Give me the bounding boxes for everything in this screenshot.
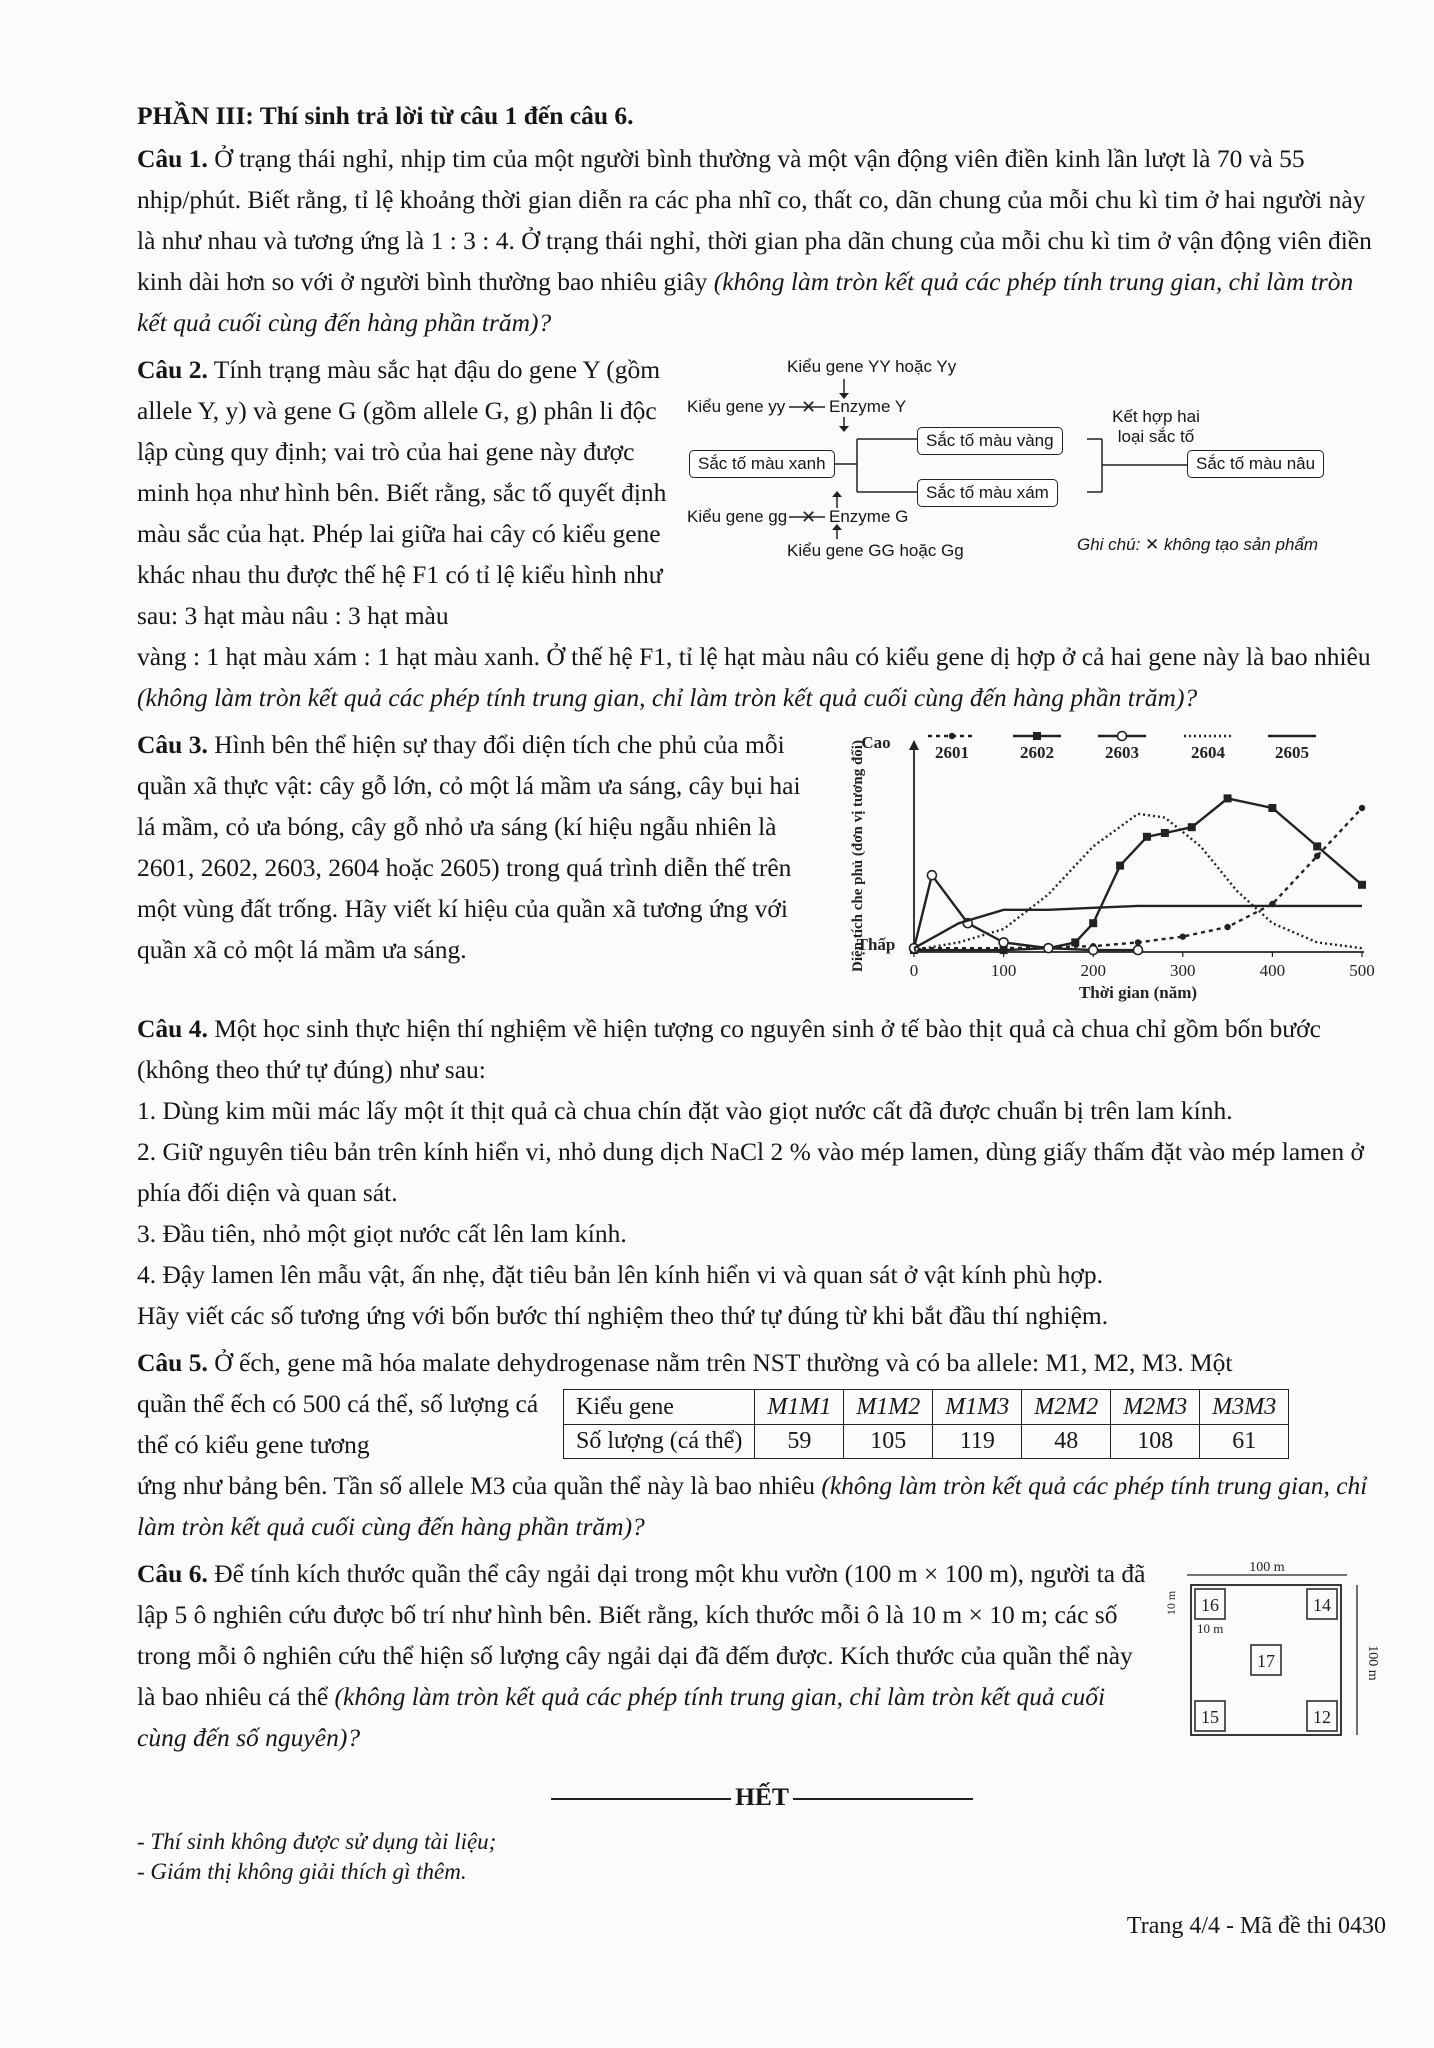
succession-chart-svg (822, 724, 1382, 1002)
genotype-cell: M3M3 (1200, 1390, 1289, 1425)
question-2-note: (không làm tròn kết quả các phép tính trung gian, chỉ làm tròn kết quả cuối cùng đến hàng phần trăm)? (137, 683, 1198, 712)
genotype-table (563, 1389, 1289, 1459)
question-1-text: Ở trạng thái nghỉ, nhịp tim của một người bình thường và một vận động viên điền kinh lần lượt là 70 và 55 nhịp/phút. Biết rằng, tỉ lệ khoảng thời gian diễn ra các pha nhĩ co, thất co, dãn chung của mỗi chu kì tim ở hai người này là như nhau và tương ứng là 1 : 3 : 4. Ở trạng thái nghỉ, thời gian pha dãn chung của mỗi chu kì tim ở vận động viên điền kinh dài hơn so với ở người bình thường bao nhiêu giây (137, 144, 1372, 296)
count-cell: 48 (1022, 1424, 1111, 1459)
combine-label: Kết hợp hai loại sắc tố (1112, 407, 1200, 446)
question-5-label: Câu 5. (137, 1348, 208, 1377)
legend-marker (949, 733, 955, 739)
x-tick-label: 400 (1259, 961, 1286, 980)
x-tick-label: 500 (1349, 961, 1375, 980)
series-line-2601 (914, 808, 1362, 948)
enzyme-g-label: Enzyme G (829, 507, 909, 526)
genotype-gg-dominant-label: Kiểu gene GG hoặc Gg (787, 541, 964, 560)
pigment-brown-box: Sắc tố màu nâu (1187, 450, 1324, 478)
count-cell: 105 (844, 1424, 933, 1459)
question-4 (137, 1008, 1387, 1336)
legend-label-2601: 2601 (935, 743, 969, 762)
question-4-step-4: 4. Đậy lamen lên mẫu vật, ấn nhẹ, đặt tiêu bản lên kính hiển vi và quan sát ở vật kính phù hợp. (137, 1260, 1103, 1289)
data-point (1359, 805, 1365, 811)
question-2-text-left: Câu 2. Tính trạng màu sắc hạt đậu do gene Y (gồm allele Y, y) và gene G (gồm allele G, g) phân li độc lập cùng quy định; vai trò của hai gene này được minh họa như hình bên. Biết rằng, sắc tố quyết định màu sắc của hạt. Phép lai giữa hai cây có kiểu gene khác nhau thu được thế hệ F1 có tỉ lệ kiểu hình như sau: 3 hạt màu nâu : 3 hạt màu (137, 355, 667, 630)
genotype-cell: M1M2 (844, 1390, 933, 1425)
genotype-cell: M1M3 (933, 1390, 1022, 1425)
question-6-note: (không làm tròn kết quả các phép tính trung gian, chỉ làm tròn kết quả cuối cùng đến số nguyên)? (137, 1682, 1106, 1752)
svg-text:✕: ✕ (801, 397, 817, 418)
data-point (1224, 924, 1230, 930)
x-tick-label: 100 (990, 961, 1017, 980)
plot-count: 14 (1313, 1595, 1331, 1615)
question-1-label: Câu 1. (137, 144, 208, 173)
question-6 (137, 1553, 1387, 1758)
question-5-note: (không làm tròn kết quả các phép tính trung gian, chỉ làm tròn kết quả cuối cùng đến hàng phần trăm)? (137, 1471, 1368, 1541)
question-5 (137, 1383, 1387, 1465)
data-point (1116, 862, 1124, 870)
enzyme-y-label: Enzyme Y (829, 397, 907, 416)
count-cell: 108 (1111, 1424, 1200, 1459)
data-point (1044, 944, 1053, 953)
genotype-cell: M2M3 (1111, 1390, 1200, 1425)
pigment-grey-box: Sắc tố màu xám (917, 479, 1058, 507)
svg-text:✕: ✕ (801, 507, 817, 528)
genotype-header-row (564, 1390, 1289, 1425)
pigment-yellow-box: Sắc tố màu vàng (917, 427, 1063, 455)
plot-side-right: 100 m (1365, 1645, 1380, 1681)
question-1 (137, 138, 1387, 343)
data-point (1143, 833, 1151, 841)
question-2-continued: vàng : 1 hạt màu xám : 1 hạt màu xanh. Ở thế hệ F1, tỉ lệ hạt màu nâu có kiểu gene dị hợp ở cả hai gene này là bao nhiêu (không làm tròn kết quả các phép tính trung gian, chỉ làm tròn kết quả cuối cùng đến hàng phần trăm)? (137, 642, 1371, 712)
y-axis-arrow (909, 740, 919, 750)
genotype-cell: M2M2 (1022, 1390, 1111, 1425)
count-row (564, 1424, 1289, 1459)
pigment-pathway-diagram (677, 349, 1387, 636)
legend-label-2604: 2604 (1191, 743, 1225, 762)
data-point (1161, 829, 1169, 837)
question-5-continued: ứng như bảng bên. Tần số allele M3 của quần thể này là bao nhiêu (không làm tròn kết quả các phép tính trung gian, chỉ làm tròn kết quả cuối cùng đến hàng phần trăm)? (137, 1471, 1368, 1541)
genotype-yy-dominant-label: Kiểu gene YY hoặc Yy (787, 357, 957, 376)
page-footer: Trang 4/4 - Mã đề thi 0430 (1126, 1913, 1386, 1939)
data-point (1135, 939, 1141, 945)
question-3 (137, 724, 1387, 1006)
plot-cell-side: 10 m (1164, 1590, 1178, 1616)
question-2 (137, 349, 1387, 636)
data-point (999, 938, 1008, 947)
x-axis-label: Thời gian (năm) (1078, 983, 1198, 1002)
question-5-text-left: quần thể ếch có 500 cá thể, số lượng cá thể có kiểu gene tương (137, 1389, 539, 1459)
data-point (927, 871, 936, 880)
exam-note: - Giám thị không giải thích gì thêm. (137, 1859, 467, 1884)
genotype-gg-label: Kiểu gene gg (687, 507, 788, 526)
data-point (1188, 823, 1196, 831)
legend-label-2602: 2602 (1020, 743, 1054, 762)
sampling-plot-diagram (1157, 1553, 1387, 1758)
sampling-plot-svg (1157, 1553, 1380, 1743)
plot-count: 16 (1201, 1595, 1219, 1615)
data-point (1358, 881, 1366, 889)
x-tick-label: 300 (1170, 961, 1196, 980)
question-3-label: Câu 3. (137, 730, 208, 759)
data-point (1224, 794, 1232, 802)
count-cell: 61 (1200, 1424, 1289, 1459)
count-cell: 59 (755, 1424, 844, 1459)
section-title: PHẦN III: Thí sinh trả lời từ câu 1 đến câu 6. (137, 101, 634, 130)
end-marker: HẾT (137, 1776, 1387, 1817)
exam-page (137, 95, 1387, 1887)
plot-count: 17 (1257, 1651, 1275, 1671)
plot-count: 12 (1313, 1707, 1331, 1727)
data-point (1313, 842, 1321, 850)
series-line-2603 (914, 875, 1138, 950)
legend-marker (1118, 732, 1127, 741)
question-5-line-1: Câu 5. Ở ếch, gene mã hóa malate dehydrogenase nằm trên NST thường và có ba allele: M1, M2, M3. Một (137, 1348, 1233, 1377)
plot-cell-label: 10 m (1197, 1621, 1224, 1636)
count-row-label: Số lượng (cá thể) (564, 1424, 755, 1459)
y-axis-top-label: Cao (861, 733, 891, 752)
legend-label-2603: 2603 (1105, 743, 1139, 762)
exam-notes (137, 1827, 1387, 1887)
question-4-step-1: 1. Dùng kim mũi mác lấy một ít thịt quả cà chua chín đặt vào giọt nước cất đã được chuẩn bị trên lam kính. (137, 1096, 1233, 1125)
question-6-label: Câu 6. (137, 1559, 208, 1588)
question-1-note: (không làm tròn kết quả các phép tính trung gian, chỉ làm tròn kết quả cuối cùng đến hàng phần trăm)? (137, 267, 1354, 337)
question-4-step-2: 2. Giữ nguyên tiêu bản trên kính hiển vi, nhỏ dung dịch NaCl 2 % vào mép lamen, dùng giấy thấm đặt vào mép lamen ở phía đối diện và quan sát. (137, 1137, 1364, 1207)
legend-label-2605: 2605 (1275, 743, 1309, 762)
question-4-label: Câu 4. (137, 1014, 208, 1043)
succession-chart (822, 724, 1387, 1006)
pigment-green-box: Sắc tố màu xanh (689, 450, 835, 478)
question-6-text: Câu 6. Để tính kích thước quần thể cây ngải dại trong một khu vườn (100 m × 100 m), người ta đã lập 5 ô nghiên cứu được bố trí như hình bên. Biết rằng, kích thước mỗi ô là 10 m × 10 m; các số trong mỗi ô nghiên cứu thể hiện số lượng cây ngải dại đã đếm được. Kích thước của quần thể này là bao nhiêu cá thể (không làm tròn kết quả các phép tính trung gian, chỉ làm tròn kết quả cuối cùng đến số nguyên)? (137, 1559, 1146, 1752)
genotype-header-label: Kiểu gene (564, 1390, 755, 1425)
data-point (1089, 946, 1098, 955)
plot-count: 15 (1201, 1707, 1219, 1727)
count-cell: 119 (933, 1424, 1022, 1459)
genotype-yy-label: Kiểu gene yy (687, 397, 786, 416)
series-line-2602 (914, 798, 1362, 950)
question-4-step-3: 3. Đầu tiên, nhỏ một giọt nước cất lên lam kính. (137, 1219, 627, 1248)
data-point (1314, 853, 1320, 859)
question-4-ask: Hãy viết các số tương ứng với bốn bước thí nghiệm theo thứ tự đúng từ khi bắt đầu thí nghiệm. (137, 1301, 1109, 1330)
y-axis-bottom-label: Thấp (856, 935, 896, 954)
data-point (1268, 804, 1276, 812)
y-axis-label: Diện tích che phủ (đơn vị tương đối) (850, 740, 866, 972)
plot-side-top: 100 m (1249, 1560, 1285, 1575)
legend-marker (1033, 732, 1041, 740)
genotype-cell: M1M1 (755, 1390, 844, 1425)
x-tick-label: 200 (1080, 961, 1106, 980)
data-point (1089, 919, 1097, 927)
question-4-intro: Câu 4. Một học sinh thực hiện thí nghiệm về hiện tượng co nguyên sinh ở tế bào thịt quả cà chua chỉ gồm bốn bước (không theo thứ tự đúng) như sau: (137, 1014, 1321, 1084)
data-point (1134, 946, 1143, 955)
exam-note: - Thí sinh không được sử dụng tài liệu; (137, 1829, 497, 1854)
question-3-text: Câu 3. Hình bên thể hiện sự thay đổi diện tích che phủ của mỗi quần xã thực vật: cây gỗ lớn, cỏ một lá mầm ưa sáng, cây bụi hai lá mầm, cỏ ưa bóng, cây gỗ nhỏ ưa sáng (kí hiệu ngẫu nhiên là 2601, 2602, 2603, 2604 hoặc 2605) trong quá trình diễn thế trên một vùng đất trống. Hãy viết kí hiệu của quần xã tương ứng với quần xã cỏ một lá mầm ưa sáng. (137, 730, 801, 964)
x-tick-label: 0 (909, 961, 919, 980)
data-point (1071, 938, 1079, 946)
diagram-legend: Ghi chú: ✕ không tạo sản phẩm (1077, 535, 1319, 554)
question-2-label: Câu 2. (137, 355, 208, 384)
data-point (1180, 933, 1186, 939)
